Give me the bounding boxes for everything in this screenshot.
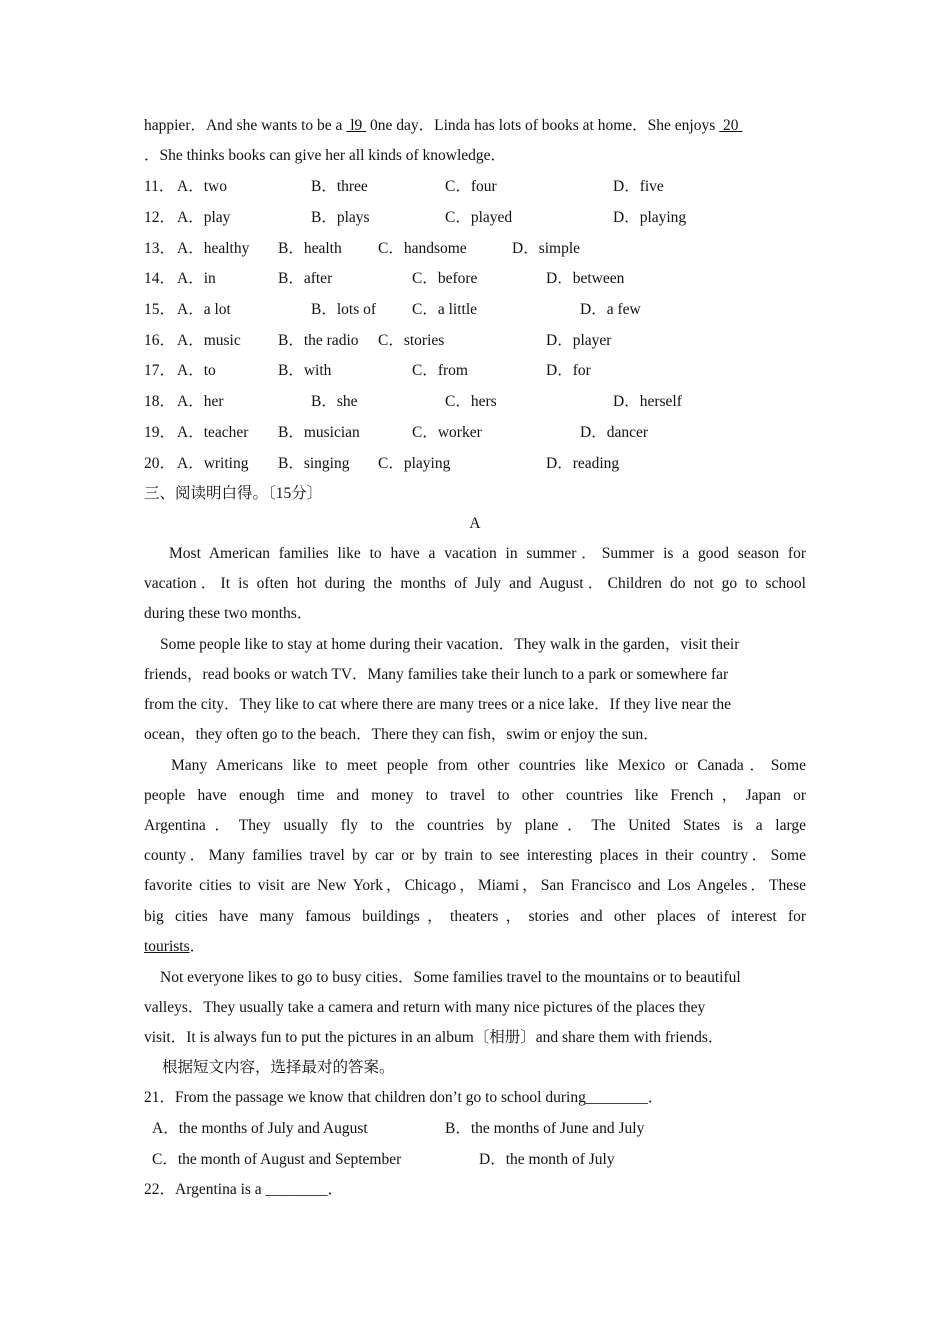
intro-text-b: 0ne day．Linda has lots of books at home．She enjoys <box>366 117 720 134</box>
passage-p1-line-3: during these two months． <box>144 605 313 622</box>
question-21-option-a: A．the months of July and August <box>152 1120 368 1137</box>
blank-19: l9 <box>346 117 367 134</box>
option-a: A．her <box>177 393 224 410</box>
instruction: 根据短文内容，选择最对的答案。 <box>162 1059 395 1076</box>
option-b: B．plays <box>311 209 370 226</box>
option-c: C．hers <box>445 393 497 410</box>
blank-20: 20 <box>719 117 743 134</box>
option-b: B．after <box>278 270 333 287</box>
passage-label: A <box>469 515 481 532</box>
question-number: 16． <box>144 332 176 349</box>
passage-p2-line-1: Some people like to stay at home during their vacation．They walk in the garden，visit their <box>160 636 740 653</box>
option-d: D．simple <box>512 240 581 257</box>
passage-p3-line-1: Many Americans like to meet people from other countries like Mexico or Canada．Some <box>171 757 806 774</box>
option-c: C．four <box>445 178 497 195</box>
passage-p3-line-2: people have enough time and money to travel to other countries like French，Japan or <box>144 787 806 804</box>
passage-p3-line-3: Argentina．They usually fly to the countries by plane．The United States is a large <box>144 817 806 834</box>
question-21-stem: 21．From the passage we know that children don’t go to school during________． <box>144 1089 664 1106</box>
option-c: C．played <box>445 209 513 226</box>
option-b: B．the radio <box>278 332 359 349</box>
option-a: A．music <box>177 332 241 349</box>
option-a: A．a lot <box>177 301 231 318</box>
question-number: 15． <box>144 301 176 318</box>
option-b: B．singing <box>278 455 350 472</box>
question-21-option-d: D．the month of July <box>479 1151 615 1168</box>
option-c: C．handsome <box>378 240 467 257</box>
question-number: 12． <box>144 209 176 226</box>
option-b: B．health <box>278 240 342 257</box>
option-b: B．lots of <box>311 301 377 318</box>
passage-p1-line-2: vacation．It is often hot during the months of July and August．Children do not go to school <box>144 575 806 592</box>
passage-p3-line-7 <box>144 937 205 957</box>
option-d: D．dancer <box>580 424 648 441</box>
passage-p3-line-5: favorite cities to visit are New York，Chicago，Miami，San Francisco and Los Angeles．These <box>144 877 806 894</box>
question-number: 19． <box>144 424 176 441</box>
passage-p3-line-6: big cities have many famous buildings，theaters，stories and other places of interest for <box>144 908 806 925</box>
passage-p4-line-1: Not everyone likes to go to busy cities．Some families travel to the mountains or to beautiful <box>160 969 741 986</box>
intro-line-1 <box>144 116 742 136</box>
option-d: D．playing <box>613 209 687 226</box>
option-b: B．three <box>311 178 368 195</box>
option-a: A．in <box>177 270 216 287</box>
option-b: B．musician <box>278 424 360 441</box>
option-d: D．a few <box>580 301 641 318</box>
question-number: 20． <box>144 455 176 472</box>
option-a: A．to <box>177 362 216 379</box>
question-number: 11． <box>144 178 175 195</box>
question-number: 17． <box>144 362 176 379</box>
question-21-option-b: B．the months of June and July <box>445 1120 645 1137</box>
tourists-word: tourists <box>144 938 190 955</box>
option-d: D．reading <box>546 455 620 472</box>
option-d: D．player <box>546 332 612 349</box>
passage-p1-line-1: Most American families like to have a vacation in summer．Summer is a good season for <box>169 545 806 562</box>
option-c: C．worker <box>412 424 482 441</box>
passage-p2-line-4: ocean，they often go to the beach．There they can fish，swim or enjoy the sun． <box>144 726 659 743</box>
question-number: 18． <box>144 393 176 410</box>
option-c: C．playing <box>378 455 451 472</box>
option-d: D．between <box>546 270 625 287</box>
section-heading: 三、阅读明白得。〔15分〕 <box>144 485 323 502</box>
option-c: C．from <box>412 362 468 379</box>
option-b: B．with <box>278 362 332 379</box>
passage-p2-line-2: friends，read books or watch TV．Many families take their lunch to a park or somewhere far <box>144 666 729 683</box>
end-punct: ． <box>189 938 206 955</box>
option-a: A．writing <box>177 455 249 472</box>
question-number: 14． <box>144 270 176 287</box>
passage-p3-line-4: county．Many families travel by car or by train to see interesting places in their country．Some <box>144 847 806 864</box>
question-number: 13． <box>144 240 176 257</box>
passage-p4-line-2: valleys．They usually take a camera and return with many nice pictures of the places they <box>144 999 706 1016</box>
option-c: C．before <box>412 270 478 287</box>
passage-p2-line-3: from the city．They like to cat where there are many trees or a nice lake．If they live near the <box>144 696 732 713</box>
option-c: C．a little <box>412 301 478 318</box>
question-21-option-c: C．the month of August and September <box>152 1151 402 1168</box>
option-a: A．healthy <box>177 240 250 257</box>
option-c: C．stories <box>378 332 445 349</box>
option-a: A．teacher <box>177 424 249 441</box>
option-b: B．she <box>311 393 358 410</box>
intro-line-2: ．She thinks books can give her all kinds of knowledge． <box>144 147 507 164</box>
option-d: D．five <box>613 178 664 195</box>
option-d: D．herself <box>613 393 682 410</box>
option-d: D．for <box>546 362 591 379</box>
question-22-stem: 22．Argentina is a ________． <box>144 1181 344 1198</box>
passage-p4-line-3: visit．It is always fun to put the pictures in an album〔相册〕and share them with friends． <box>144 1029 724 1046</box>
option-a: A．play <box>177 209 231 226</box>
option-a: A．two <box>177 178 227 195</box>
intro-text-a: happier．And she wants to be a <box>144 117 347 134</box>
